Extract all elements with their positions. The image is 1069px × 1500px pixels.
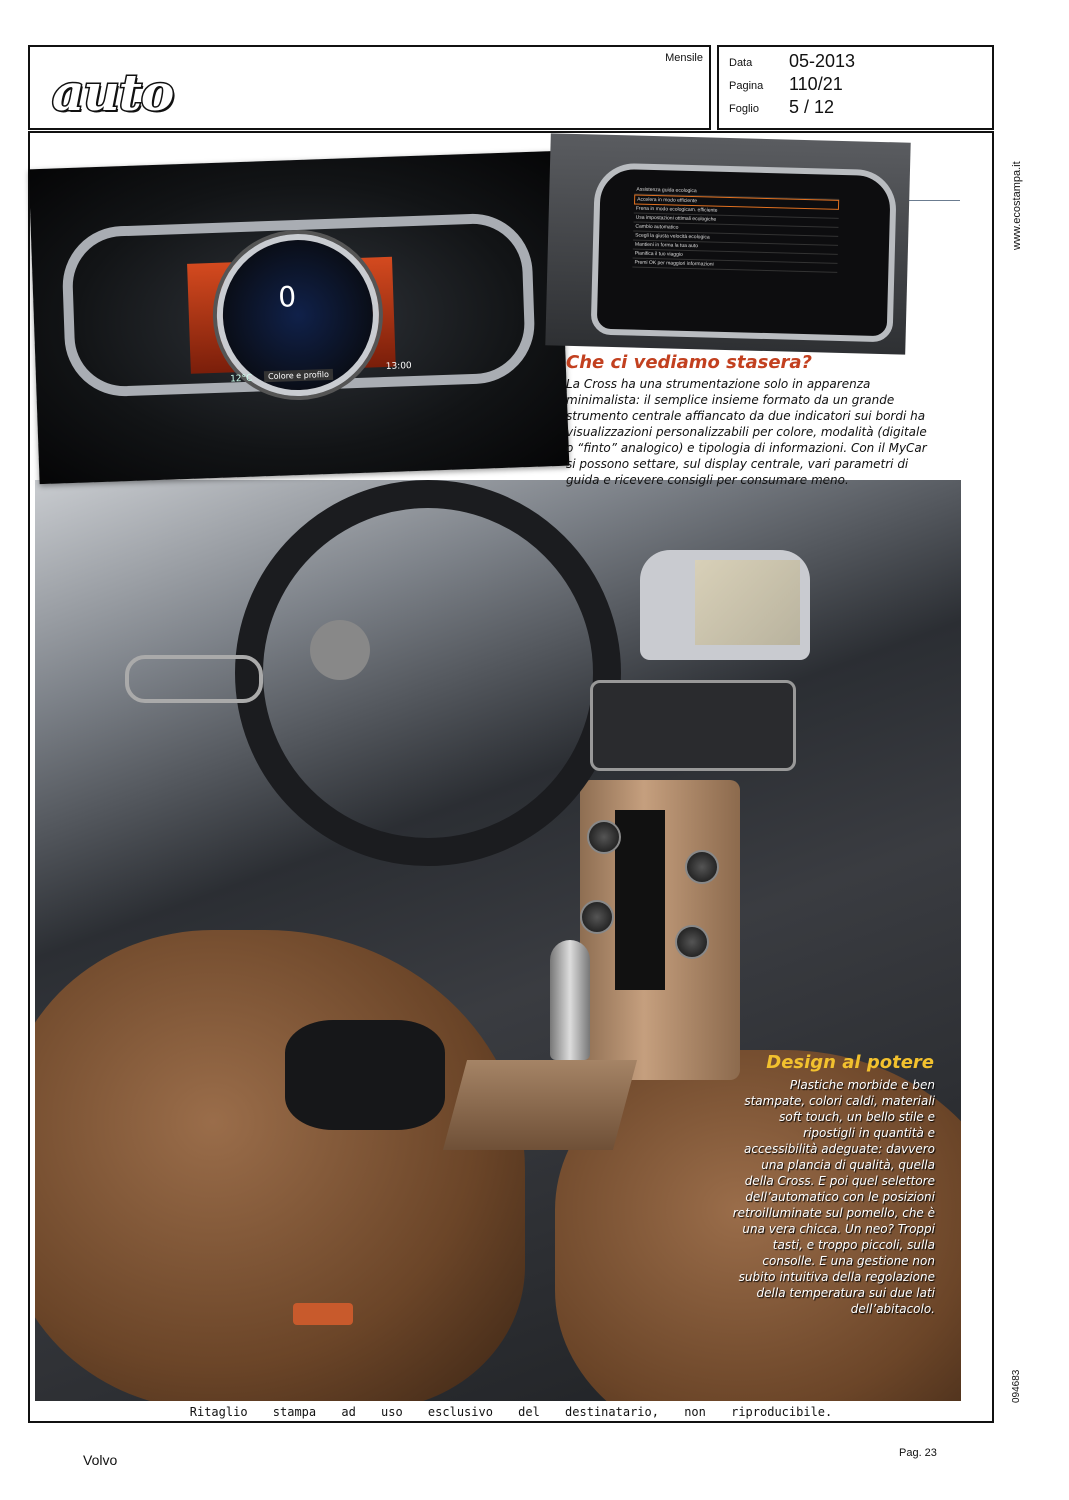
menu-item: Scegli la giusta velocità ecologica xyxy=(633,232,838,246)
footer-brand: Volvo xyxy=(83,1452,118,1468)
menu-item: Cambio automatico xyxy=(633,223,838,237)
menu-item: Accelera in modo efficiente xyxy=(634,195,839,210)
meta-date-value: 05-2013 xyxy=(789,51,856,71)
door-handle xyxy=(125,655,263,703)
gear-surround xyxy=(443,1060,637,1150)
instrument-cluster-photo xyxy=(29,151,570,484)
decor-rule-right xyxy=(908,200,960,201)
knob-icon xyxy=(587,820,621,854)
caption-title-cluster: Che ci vediamo stasera? xyxy=(566,352,812,373)
gear-selector-icon xyxy=(550,940,590,1060)
storage-latch xyxy=(293,1303,353,1325)
footer-page-number: Pag. 23 xyxy=(899,1447,937,1459)
menu-item: Frena in modo ecologicam. efficiente xyxy=(634,205,839,219)
sidebar-code: 094683 xyxy=(1011,1369,1022,1403)
air-vents xyxy=(590,680,796,771)
gauge-speed-readout: 0 xyxy=(277,280,297,314)
volvo-logo-icon xyxy=(310,620,370,680)
header-meta xyxy=(717,45,994,130)
periodicity-label: Mensile xyxy=(665,52,703,64)
header-masthead xyxy=(28,45,711,130)
caption-body-design: Plastiche morbide e ben stampate, colori caldi, materiali soft touch, un bello stile e ripostigli in quantità e accessibilità adeguate: davvero una plancia di qualità, quella della Cross. E poi quel selettore dell’automatico con le posizioni retroilluminate sul pomello, che è una vera chicca. Un neo? Troppi tasti, e troppo piccoli, sulla consolle. E una gestione non subito intuitiva della regolazione della temperatura sui due lati dell’abitacolo. xyxy=(732,1078,935,1316)
menu-title: Assistenza guida ecologica xyxy=(634,186,839,200)
meta-page-value: 110/21 xyxy=(789,74,843,94)
sidebar-url: www.ecostampa.it xyxy=(1011,161,1023,250)
menu-footer: Premi OK per maggiori informazioni xyxy=(632,259,837,273)
console-button-panel xyxy=(615,810,665,990)
meta-date-label: Data xyxy=(729,57,753,69)
meta-sheet-value: 5 / 12 xyxy=(789,97,835,117)
meta-page-label: Pagina xyxy=(729,80,764,92)
seat-insert xyxy=(285,1020,445,1130)
gauge-mode-label: Colore e profilo xyxy=(264,369,333,382)
menu-item: Usa impostazioni ottimali ecologiche xyxy=(634,214,839,228)
driver-seat xyxy=(35,930,525,1401)
display-screen-photo xyxy=(545,133,910,354)
menu-item: Pianifica il tuo viaggio xyxy=(633,250,838,264)
mycar-menu xyxy=(632,186,839,273)
knob-icon xyxy=(675,925,709,959)
caption-body-cluster: La Cross ha una strumentazione solo in apparenza minimalista: il semplice insieme formato da un grande strumento centrale affiancato da due indicatori sui bordi ha visualizzazioni personalizzabili per colore, modalità (digitale o “finto” analogico) e tipologia di informazioni. Con il MyCar si possono settare, sul display centrale, vari parametri di guida e ricevere consigli per consumare meno. xyxy=(566,377,927,487)
menu-item: Mantieni in forma la tua auto xyxy=(633,241,838,255)
gauge-clock: 13:00 xyxy=(385,361,412,372)
magazine-logo: auto xyxy=(52,63,174,122)
knob-icon xyxy=(580,900,614,934)
knob-icon xyxy=(685,850,719,884)
gauge-temperature: 12°C xyxy=(229,373,253,385)
caption-title-design: Design al potere xyxy=(766,1052,934,1073)
meta-sheet-label: Foglio xyxy=(729,103,759,115)
steering-wheel-icon xyxy=(235,480,621,866)
disclaimer-text: Ritaglio stampa ad uso esclusivo del destinatario, non riproducibile. xyxy=(30,1405,992,1419)
nav-map xyxy=(695,560,800,645)
